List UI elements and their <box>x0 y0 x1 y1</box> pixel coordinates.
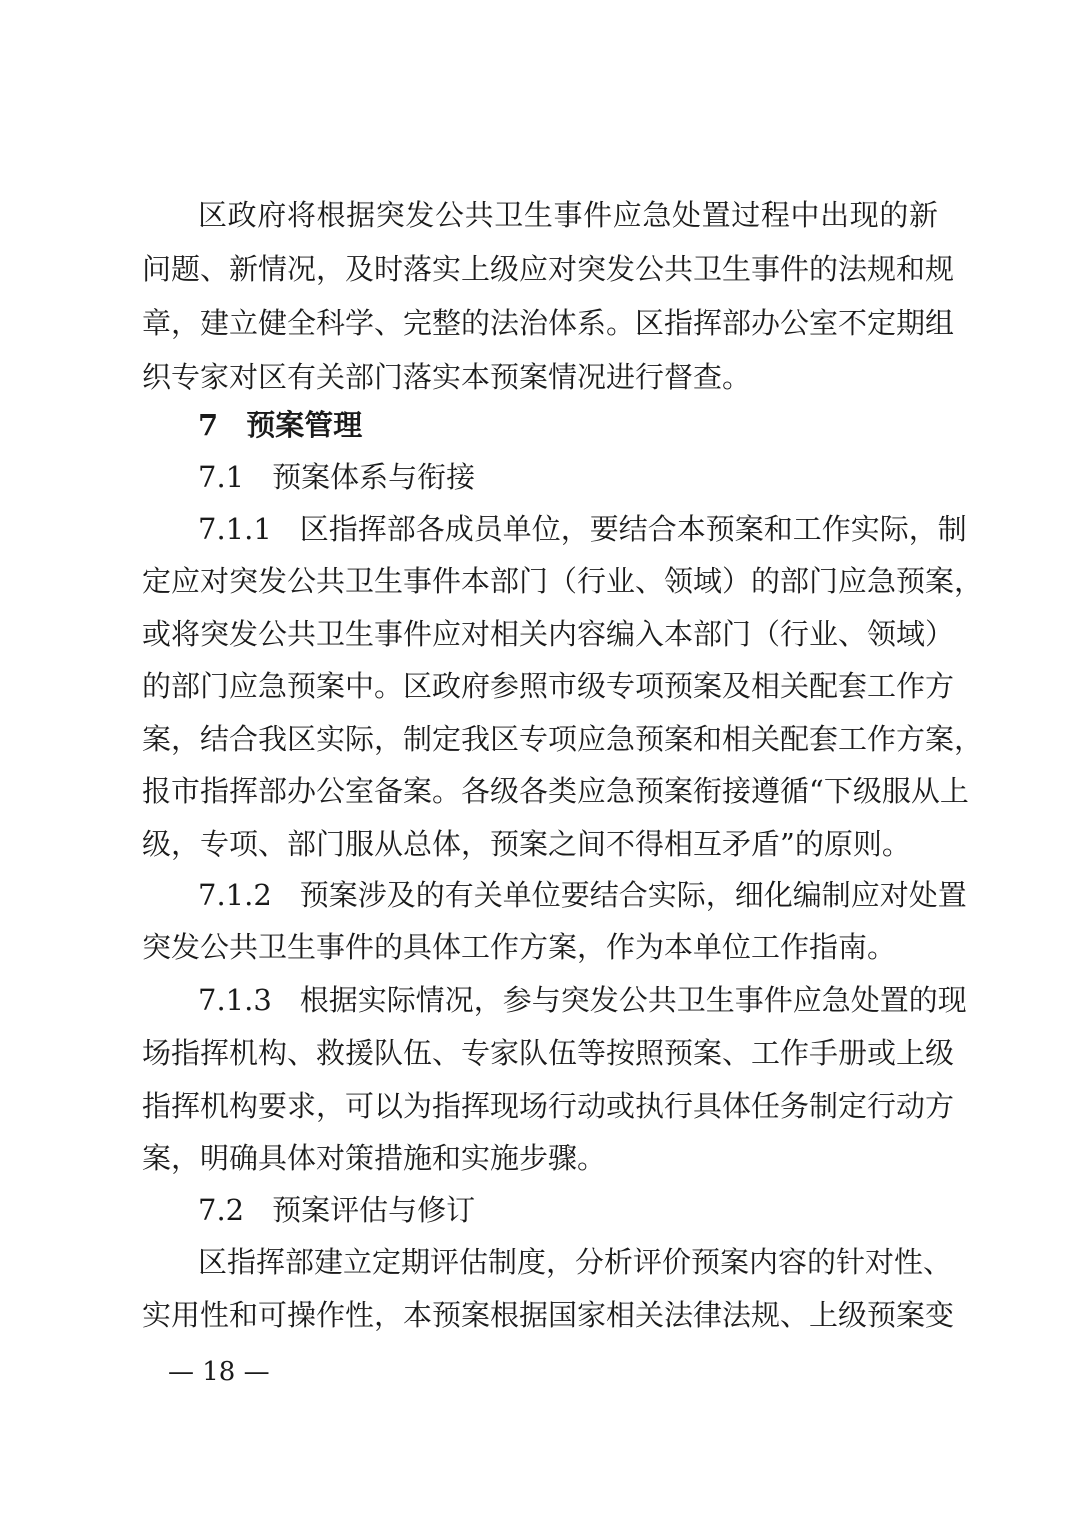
text-line: 案，明确具体对策措施和实施步骤。 <box>142 1141 607 1175</box>
clause-number: 7.1.3 <box>198 983 272 1017</box>
section-heading-7 <box>198 405 362 445</box>
text-line: 突发公共卫生事件的具体工作方案，作为本单位工作指南。 <box>142 930 897 964</box>
text-line: 或将突发公共卫生事件应对相关内容编入本部门（行业、领域） <box>142 617 955 651</box>
text-line: 章，建立健全科学、完整的法治体系。区指挥部办公室不定期组 <box>142 306 955 340</box>
text-line: 区政府将根据突发公共卫生事件应急处置过程中出现的新 <box>198 198 938 232</box>
heading-title: 预案管理 <box>246 408 363 442</box>
text-line: 报市指挥部办公室备案。各级各类应急预案衔接遵循“下级服从上 <box>142 774 969 808</box>
heading-number: 7 <box>198 408 219 442</box>
text-line: 区指挥部建立定期评估制度，分析评价预案内容的针对性、 <box>198 1245 953 1279</box>
text-line: 根据实际情况，参与突发公共卫生事件应急处置的现 <box>299 983 967 1017</box>
heading-number: 7.1 <box>198 460 245 494</box>
section-7-1-2-first-line <box>198 875 967 915</box>
heading-title: 预案体系与衔接 <box>272 460 476 494</box>
text-line: 的部门应急预案中。区政府参照市级专项预案及相关配套工作方 <box>142 669 955 703</box>
text-line: 实用性和可操作性，本预案根据国家相关法律法规、上级预案变 <box>142 1298 955 1332</box>
clause-number: 7.1.2 <box>198 878 272 912</box>
text-line: 问题、新情况，及时落实上级应对突发公共卫生事件的法规和规 <box>142 252 955 286</box>
text-line: 预案涉及的有关单位要结合实际，细化编制应对处置 <box>299 878 967 912</box>
section-7-1-1-first-line <box>198 509 967 549</box>
text-line: 织专家对区有关部门落实本预案情况进行督查。 <box>142 360 752 394</box>
text-line: 案，结合我区实际，制定我区专项应急预案和相关配套工作方案， <box>142 722 984 756</box>
heading-title: 预案评估与修订 <box>272 1193 476 1227</box>
section-heading-7-2 <box>198 1190 475 1230</box>
heading-number: 7.2 <box>198 1193 245 1227</box>
text-line: 场指挥机构、救援队伍、专家队伍等按照预案、工作手册或上级 <box>142 1036 955 1070</box>
section-heading-7-1 <box>198 457 475 497</box>
text-line: 指挥机构要求，可以为指挥现场行动或执行具体任务制定行动方 <box>142 1089 955 1123</box>
text-line: 级，专项、部门服从总体，预案之间不得相互矛盾”的原则。 <box>142 827 911 861</box>
page-number: — 18 — <box>168 1357 270 1387</box>
section-7-1-3-first-line <box>198 980 967 1020</box>
text-line: 区指挥部各成员单位，要结合本预案和工作实际，制 <box>299 512 967 546</box>
clause-number: 7.1.1 <box>198 512 272 546</box>
text-line: 定应对突发公共卫生事件本部门（行业、领域）的部门应急预案， <box>142 564 984 598</box>
